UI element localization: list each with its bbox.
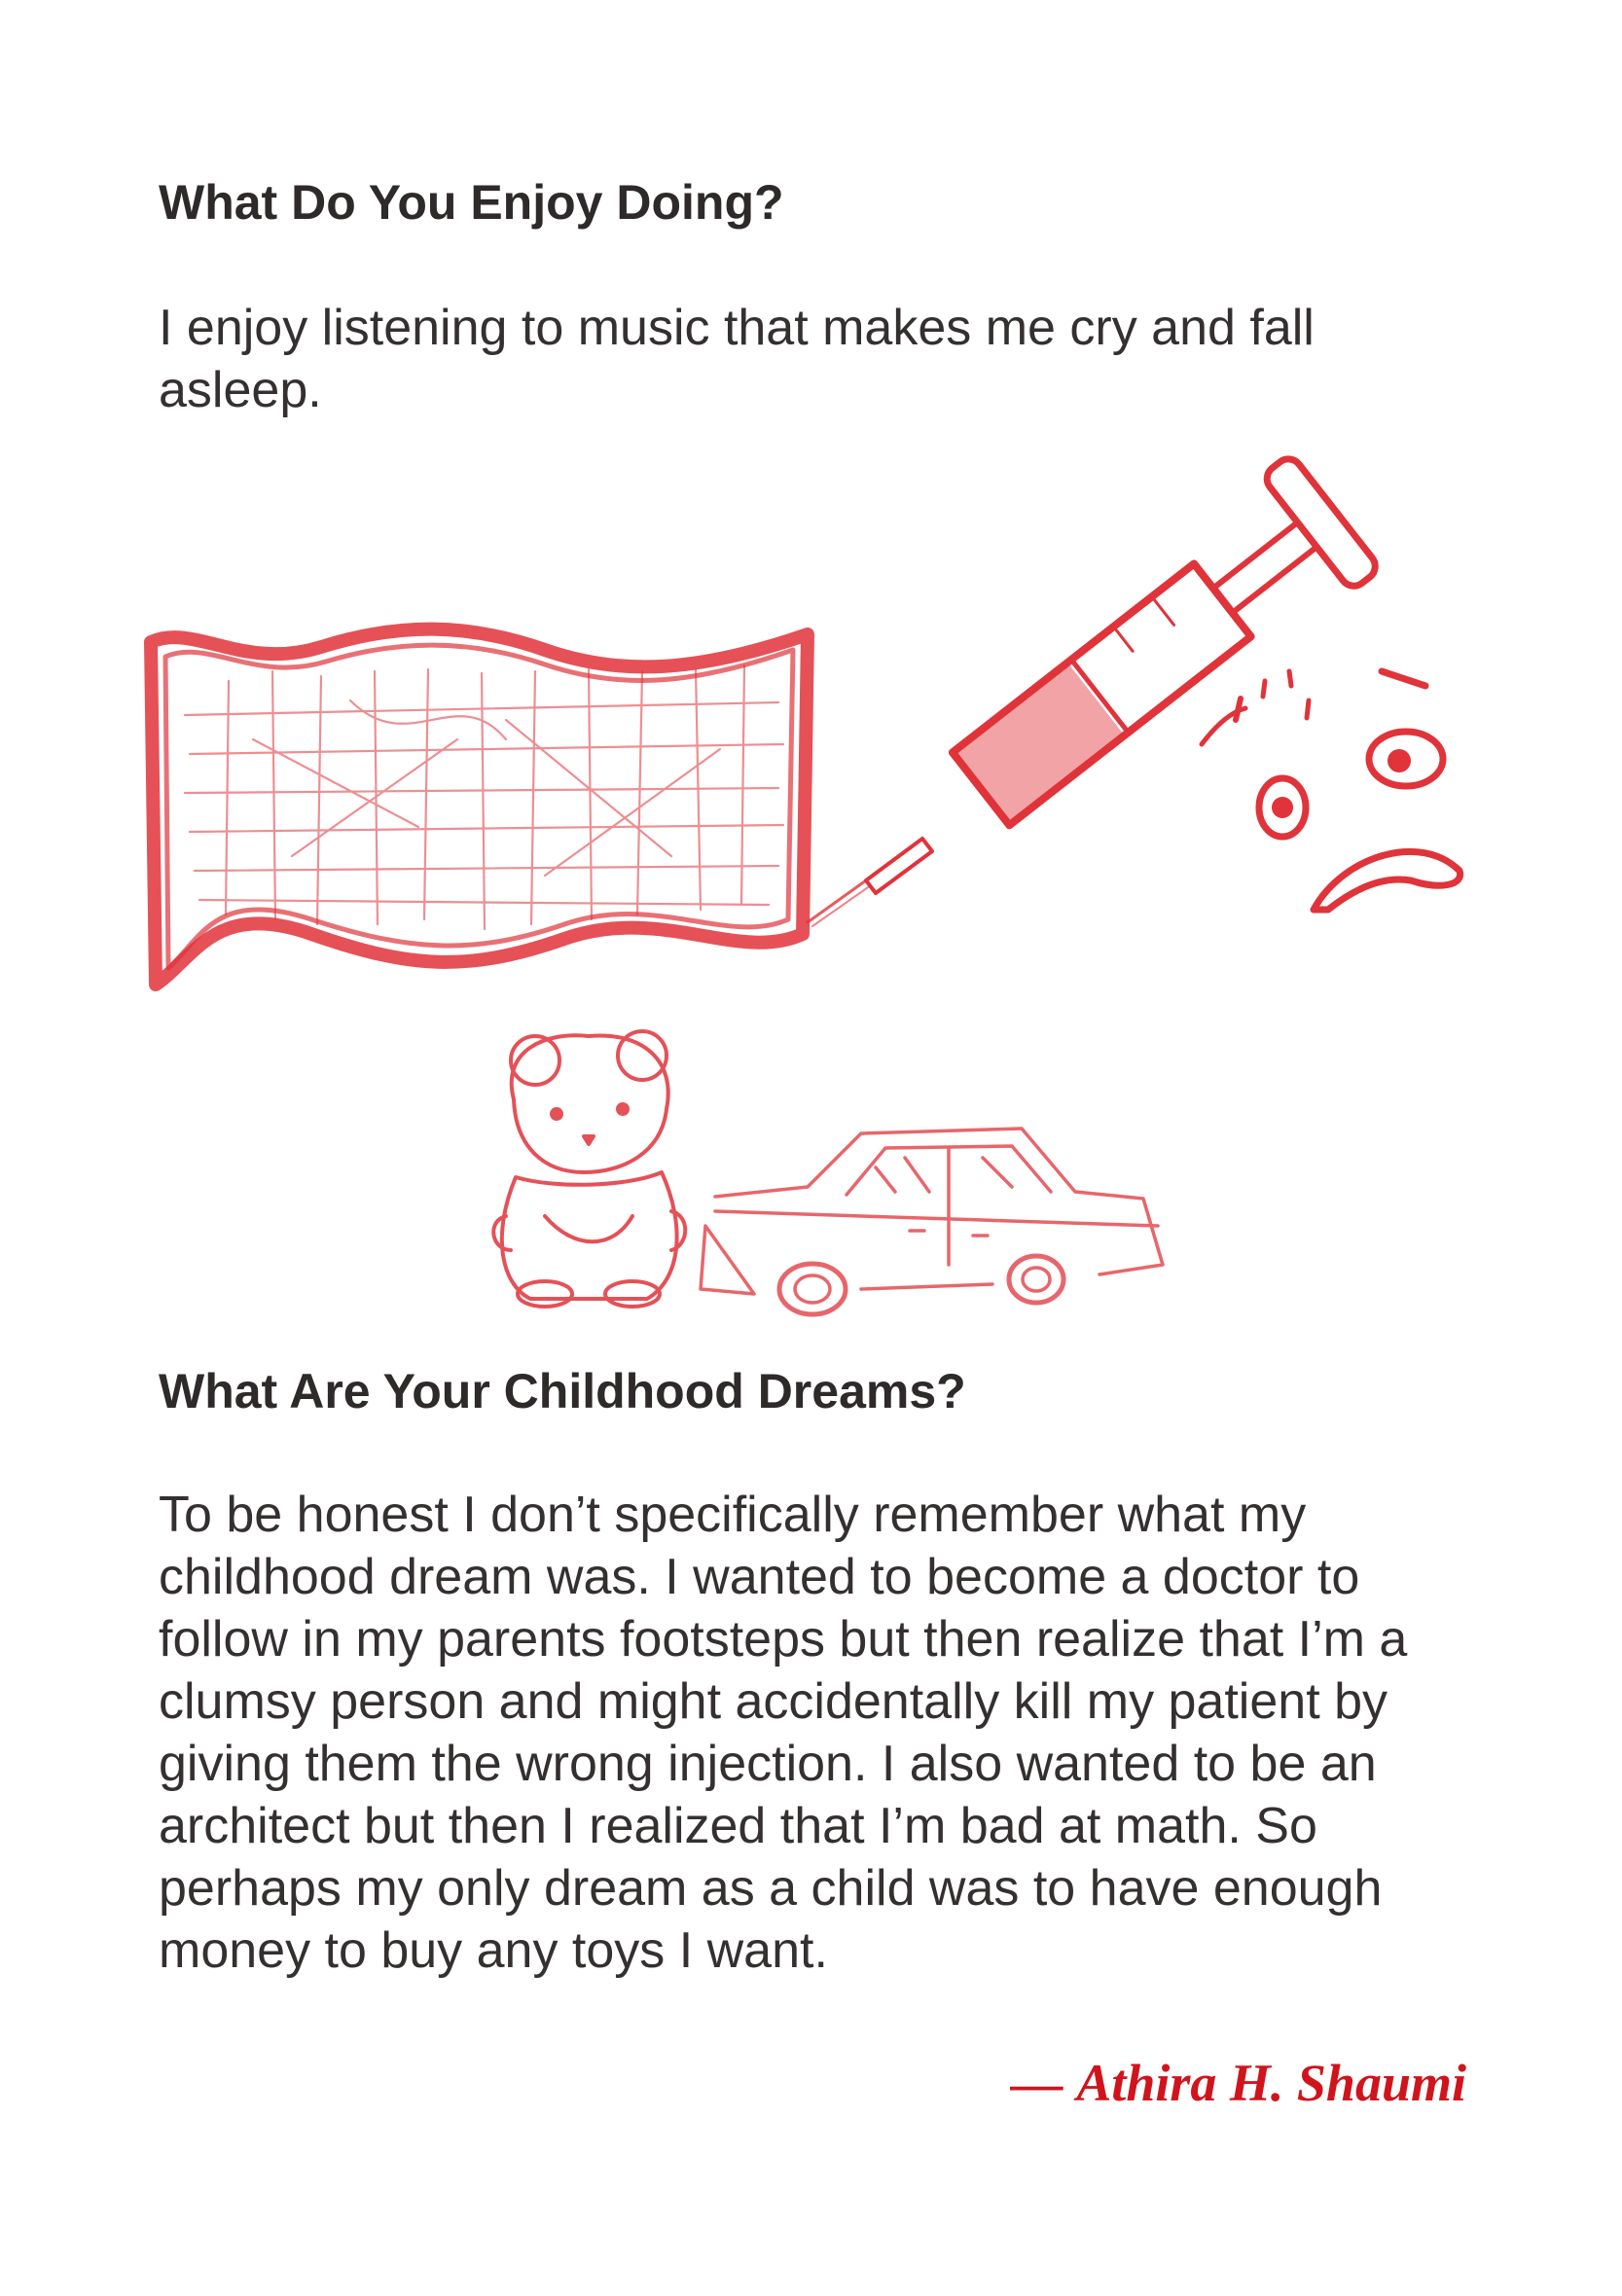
signature-dash: — xyxy=(1010,2054,1063,2112)
teddy-bear-drawing xyxy=(493,1031,685,1307)
section-body-enjoy: I enjoy listening to music that makes me cry and fall asleep. xyxy=(159,300,1315,418)
author-signature xyxy=(1010,2053,1466,2113)
toy-car-drawing xyxy=(701,1129,1163,1314)
section-heading-dreams: What Are Your Childhood Dreams? xyxy=(159,1364,966,1418)
syringe-drawing xyxy=(808,453,1381,926)
crying-face-drawing xyxy=(1202,671,1460,910)
section-heading-enjoy: What Do You Enjoy Doing? xyxy=(159,175,784,230)
section-body-dreams: To be honest I don’t specifically remember what my childhood dream was. I wanted to become a doctor to follow in my parents footsteps but then realize that I’m a clumsy person and might accidentally kill my patient by giving them the wrong injection. I also wanted to be an architect but then I realized that I’m bad at math. So perhaps my only dream as a child was to have enough money to buy any toys I want. xyxy=(159,1487,1408,1979)
wavy-canvas-drawing xyxy=(151,629,808,985)
signature-author-name: Athira H. Shaumi xyxy=(1076,2054,1466,2112)
